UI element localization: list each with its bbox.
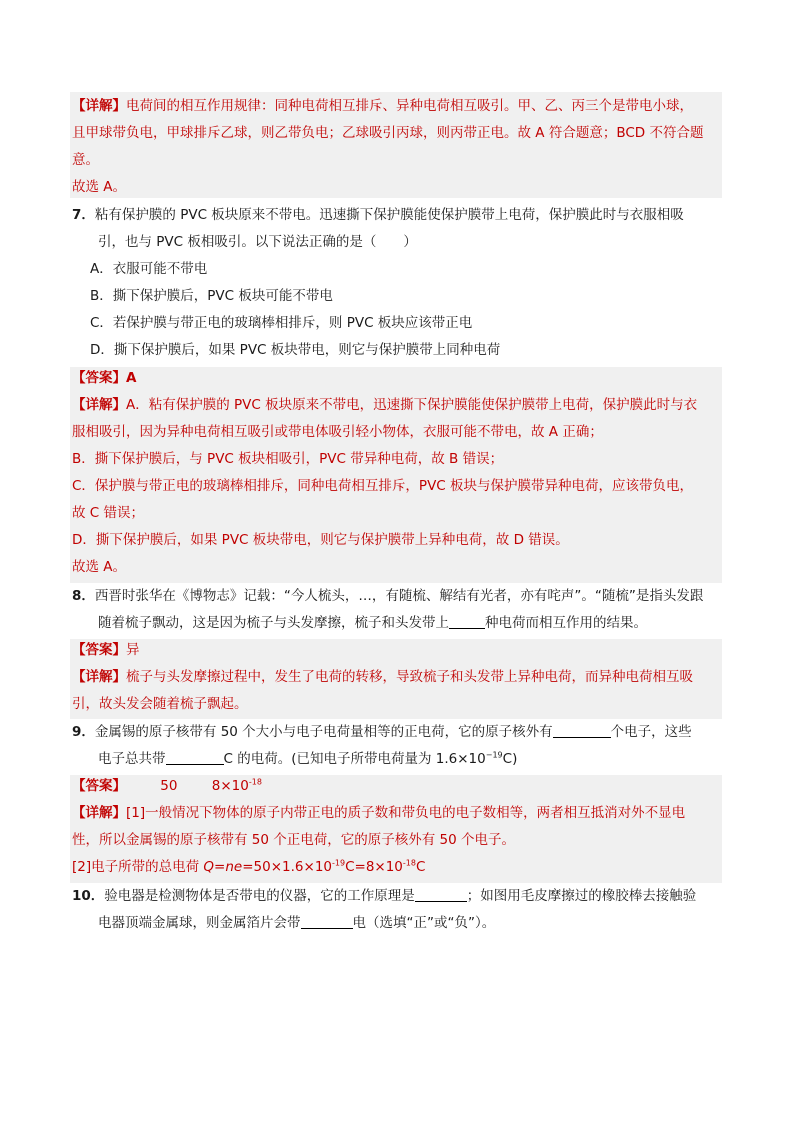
detail-line: 服相吸引，因为异种电荷相互吸引或带电体吸引轻小物体，衣服可能不带电，故 A 正确； (72, 424, 603, 440)
choice-line: 故选 A。 (72, 179, 127, 195)
question-10-line-1: 10．验电器是检测物体是否带电的仪器，它的工作原理是 ；如图用毛皮摩擦过的橡胶棒去接触验 (72, 888, 697, 904)
option-d: D．撕下保护膜后，如果 PVC 板块带电，则它与保护膜带上同种电荷 (90, 342, 501, 358)
option-a: A．衣服可能不带电 (90, 261, 208, 277)
fill-blank[interactable] (415, 887, 467, 902)
detail-line: 故 C 错误； (72, 505, 145, 521)
option-b: B．撕下保护膜后，PVC 板块可能不带电 (90, 288, 333, 304)
fill-blank[interactable] (553, 723, 611, 738)
option-c: C．若保护膜与带正电的玻璃棒相排斥，则 PVC 板块应该带正电 (90, 315, 473, 331)
detail-line: B．撕下保护膜后，与 PVC 板块相吸引，PVC 带异种电荷，故 B 错误； (72, 451, 504, 467)
detail-line: C．保护膜与带正电的玻璃棒相排斥，同种电荷相互排斥，PVC 板块与保护膜带异种电荷，应该带负电， (72, 478, 694, 494)
question-number: 7． (72, 207, 95, 223)
answer-line: 【答案】 50 $8\times 10^{-18}$ (72, 777, 262, 794)
explanation-line: 【详解】电荷间的相互作用规律：同种电荷相互排斥、异种电荷相互吸引。甲、乙、丙三个是带电小球， (72, 98, 693, 114)
question-8-line-2: 随着梳子飘动，这是因为梳子与头发摩擦，梳子和头发带上 种电荷而相互作用的结果。 (98, 615, 647, 631)
answer-value: $8\times 10^{-18}$ (211, 777, 262, 794)
detail-line: 引，故头发会随着梳子飘起。 (72, 696, 248, 712)
detail-line: 【详解】[1]一般情况下物体的原子内带正电的质子数和带负电的电子数相等，两者相互抵消对外不显电 (72, 805, 686, 821)
explanation-line: 且甲球带负电，甲球排斥乙球，则乙带负电；乙球吸引丙球，则丙带正电。故 A 符合题意；BCD 不符合题 (72, 125, 704, 141)
answer-value: A (126, 370, 137, 386)
explanation-tag: 【详解】 (72, 98, 126, 114)
question-8-line-1: 8．西晋时张华在《博物志》记载：“今人梳头，…，有随梳、解结有光者，亦有咤声”。“随梳”是指头发跟 (72, 588, 704, 604)
question-7-line-2: 引，也与 PVC 板相吸引。以下说法正确的是（ ） (98, 234, 417, 250)
choice-line: 故选 A。 (72, 559, 127, 575)
question-9-line-1: 9．金属锡的原子核带有 50 个大小与电子电荷量相等的正电荷，它的原子核外有 个电子，这些 (72, 724, 692, 740)
detail-line: D．撕下保护膜后，如果 PVC 板块带电，则它与保护膜带上异种电荷，故 D 错误。 (72, 532, 569, 548)
detail-line: 性，所以金属锡的原子核带有 50 个正电荷，它的原子核外有 50 个电子。 (72, 832, 516, 848)
detail-line: [2]电子所带的总电荷 $Q=ne=50\times 1.6\times 10^{-19}C=8\times 10^{-18}C$ (72, 858, 426, 875)
answer-value: 50 (160, 778, 178, 794)
question-10-line-2: 电器顶端金属球，则金属箔片会带 电（选填“正”或“负”）。 (98, 915, 496, 931)
question-7-line-1: 7．粘有保护膜的 PVC 板块原来不带电。迅速撕下保护膜能使保护膜带上电荷，保护膜此时与衣服相吸 (72, 207, 684, 223)
fill-blank[interactable] (301, 914, 353, 929)
explanation-line: 意。 (72, 152, 99, 168)
fill-blank[interactable] (166, 750, 224, 765)
fill-blank[interactable] (449, 614, 485, 629)
answer-line: 【答案】异 (72, 642, 140, 658)
detail-line: 【详解】梳子与头发摩擦过程中，发生了电荷的转移，导致梳子和头发带上异种电荷，而异种电荷相互吸 (72, 669, 693, 685)
answer-value: 异 (126, 642, 140, 658)
detail-line: 【详解】A．粘有保护膜的 PVC 板块原来不带电，迅速撕下保护膜能使保护膜带上电荷，保护膜此时与衣 (72, 397, 698, 413)
question-9-line-2: 电子总共带 C 的电荷。(已知电子所带电荷量为 $1.6\times 10^{-19}C$) (98, 750, 518, 767)
answer-line: 【答案】A (72, 370, 137, 386)
